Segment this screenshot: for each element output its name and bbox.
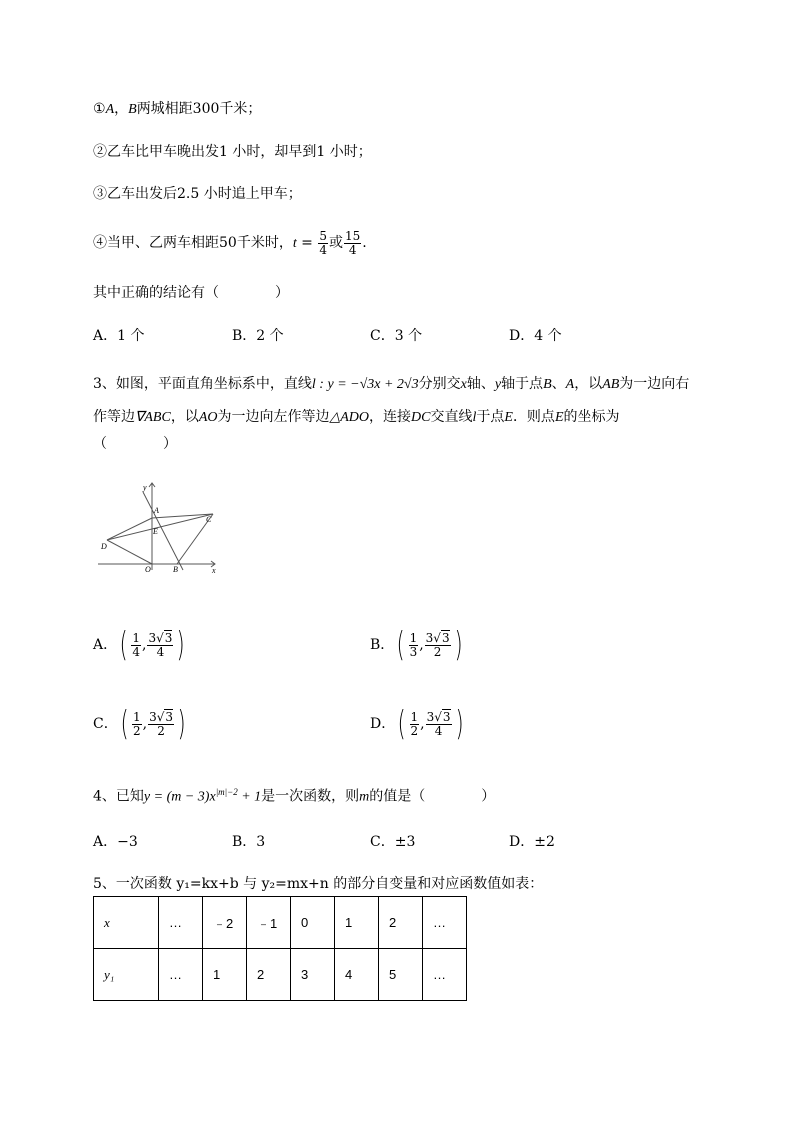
q2-option-d[interactable]: D．4 个: [509, 328, 562, 344]
line-equation: l : y = −√3x + 2√3: [311, 377, 419, 392]
var-y: y: [494, 377, 502, 392]
table-cell: y₁: [94, 949, 159, 1001]
text: 、: [551, 376, 566, 392]
statement-text: 两城相距300千米；: [136, 101, 262, 117]
text: ，连接: [369, 409, 412, 425]
numerator: 1: [409, 630, 418, 645]
equals-sign: =: [296, 235, 318, 251]
fraction: [410, 711, 420, 738]
fraction-sqrt: $\frac{3√3}{2}$: [425, 630, 450, 659]
q3-option-d[interactable]: D．( $\frac{1}{2}$ , $\frac{3√3}{4}$ ): [370, 704, 464, 744]
point-b-label: B: [128, 102, 137, 117]
q3-answer-blank: （ ）: [93, 436, 177, 452]
point-a-label: A: [105, 102, 115, 117]
text: 于点: [476, 409, 505, 425]
text: ．则点: [512, 409, 555, 425]
line-l: [143, 492, 183, 570]
table-cell: ﹣1: [247, 897, 291, 949]
left-paren: (: [396, 625, 405, 665]
statement-4: [93, 228, 367, 259]
text: 3、如图，平面直角坐标系中，直线: [93, 376, 312, 392]
right-paren: ): [177, 704, 186, 744]
table-cell: …: [159, 897, 203, 949]
numerator: 1: [132, 630, 141, 645]
table-cell: ﹣2: [203, 897, 247, 949]
text: 作等边: [93, 409, 135, 425]
q3-option-a[interactable]: A．( $\frac{1}{4}$ , $\frac{3√3}{4}$ ): [93, 625, 186, 665]
left-paren: (: [120, 704, 129, 744]
segment-do: [107, 540, 152, 564]
q3-option-b[interactable]: B．( $\frac{1}{3}$ , $\frac{3√3}{2}$ ): [370, 625, 463, 665]
table-row: [94, 949, 467, 1001]
right-paren: ): [177, 625, 186, 665]
q2-option-b[interactable]: B．2 个: [232, 328, 284, 344]
table-cell: 1: [203, 949, 247, 1001]
q3-line-2: [93, 407, 620, 428]
fraction: [409, 632, 419, 659]
fig-label-x: x: [212, 566, 216, 574]
fraction-15-4: [344, 230, 361, 257]
text: 的坐标为: [563, 409, 620, 425]
text: 是一次函数，则: [261, 788, 360, 805]
fig-label-d: D: [101, 542, 107, 551]
q5-text: 5、一次函数 y₁=kx+b 与 y₂=mx+n 的部分自变量和对应函数值如表：: [93, 876, 544, 892]
statement-mark: ④: [93, 235, 107, 251]
coefficient: 3: [148, 630, 157, 645]
q4-option-a[interactable]: A．−3: [93, 834, 138, 850]
text: 为一边向左作等边: [217, 409, 330, 425]
point-a: A: [565, 377, 575, 392]
fraction-5-4: [318, 230, 328, 257]
coefficient: 3: [149, 709, 157, 724]
denominator: 2: [410, 723, 419, 738]
function-tail: + 1: [237, 789, 262, 805]
denominator: 2: [157, 723, 165, 738]
denominator: 4: [434, 723, 443, 738]
statement-2: [93, 142, 372, 162]
line-l: l: [472, 410, 477, 425]
text: ，以: [170, 409, 199, 425]
coefficient: 3: [426, 709, 435, 724]
text: 为一边向右: [619, 376, 690, 392]
denominator: 4: [319, 242, 327, 257]
denominator: 3: [409, 644, 418, 659]
table-cell: 0: [291, 897, 335, 949]
fraction-sqrt: $\frac{3√3}{4}$: [148, 630, 173, 659]
q3-option-c[interactable]: C．( $\frac{1}{2}$ , $\frac{3√3}{2}$ ): [93, 704, 186, 744]
table-row: [94, 897, 467, 949]
statement-mark: ③: [93, 186, 107, 202]
q2-option-a[interactable]: A．1 个: [93, 328, 145, 344]
numerator: 1: [410, 709, 419, 724]
denominator: 4: [132, 644, 141, 659]
statement-text: 当甲、乙两车相距50千米时，: [107, 235, 293, 251]
value-table: [93, 896, 467, 1001]
table-cell: 5: [379, 949, 423, 1001]
option-letter: B．: [370, 637, 395, 653]
table-cell: x: [94, 897, 159, 949]
fig-label-o: O: [145, 565, 151, 574]
period: .: [362, 235, 367, 251]
right-paren: ): [454, 625, 463, 665]
segment-ao: AO: [198, 410, 218, 425]
text: 轴于点: [501, 376, 544, 392]
radicand: 3: [442, 709, 451, 724]
text: 分别交: [418, 376, 461, 392]
fraction-sqrt: $\frac{3√3}{4}$: [426, 709, 451, 738]
fig-label-a: A: [154, 506, 159, 515]
table-cell: 1: [335, 897, 379, 949]
fraction-sqrt: $\frac{3√3}{2}$: [149, 709, 174, 738]
table-cell: …: [423, 897, 467, 949]
coefficient: 3: [425, 630, 434, 645]
point-e: E: [504, 410, 513, 425]
table-cell: 4: [335, 949, 379, 1001]
q4-option-d[interactable]: D．±2: [509, 834, 555, 850]
q4-option-c[interactable]: C．±3: [370, 834, 416, 850]
function-expression: y = (m − 3)x: [143, 789, 216, 805]
option-letter: A．: [93, 637, 118, 653]
table-cell: 3: [291, 949, 335, 1001]
table-cell: 2: [379, 897, 423, 949]
segment-dc: DC: [411, 410, 431, 425]
numerator: 15: [345, 228, 361, 243]
q3-line-1: [93, 374, 689, 395]
statement-text: 乙车比甲车晚出发1 小时，却早到1 小时；: [107, 144, 372, 160]
fraction: [131, 632, 141, 659]
text: 的值是（ ）: [369, 788, 496, 805]
radicand: 3: [441, 630, 450, 645]
q2-option-c[interactable]: C．3 个: [370, 328, 423, 344]
q2-prompt: 其中正确的结论有（ ）: [93, 285, 289, 301]
statement-text: 乙车出发后2.5 小时追上甲车；: [107, 186, 302, 202]
triangle-ado: △ADO: [329, 410, 370, 425]
table-cell: 2: [247, 949, 291, 1001]
denominator: 2: [433, 644, 442, 659]
fig-label-e: E: [153, 527, 158, 536]
statement-3: [93, 184, 302, 204]
statement-1: [93, 99, 261, 120]
q4-text: [93, 782, 495, 808]
table-cell: …: [159, 949, 203, 1001]
statement-mark: ①: [93, 101, 106, 117]
numerator: 5: [319, 228, 327, 243]
fraction: [132, 711, 142, 738]
right-paren: ): [455, 704, 464, 744]
q4-option-b[interactable]: B．3: [232, 834, 266, 850]
left-paren: (: [119, 625, 128, 665]
table-cell: …: [423, 949, 467, 1001]
fig-label-b: B: [173, 565, 178, 574]
option-letter: C．: [93, 716, 118, 732]
geometry-figure: [95, 478, 220, 574]
or-word: 或: [329, 235, 343, 251]
text: 4、已知: [93, 788, 144, 805]
point-e: E: [554, 410, 564, 425]
text: ，以: [574, 376, 603, 392]
statement-mark: ②: [93, 144, 107, 160]
separator: ，: [114, 101, 129, 117]
segment-ab: AB: [602, 377, 620, 392]
var-m: m: [359, 789, 370, 805]
numerator: 1: [132, 709, 141, 724]
fig-label-y: y: [143, 483, 147, 492]
triangle-abc: ∇ABC: [135, 410, 171, 425]
segment-ad: [107, 518, 152, 540]
denominator: 4: [348, 242, 357, 257]
radicand: 3: [165, 709, 174, 724]
fig-label-c: C: [206, 515, 212, 524]
radicand: 3: [164, 630, 173, 645]
option-letter: D．: [370, 716, 396, 732]
left-paren: (: [397, 704, 406, 744]
exponent: |m|−2: [215, 787, 238, 797]
point-b: B: [543, 377, 552, 392]
text: 轴、: [466, 376, 495, 392]
denominator: 4: [156, 644, 165, 659]
denominator: 2: [132, 723, 141, 738]
var-x: x: [460, 377, 467, 392]
text: 交直线: [430, 409, 473, 425]
variable-t: t: [292, 236, 297, 251]
